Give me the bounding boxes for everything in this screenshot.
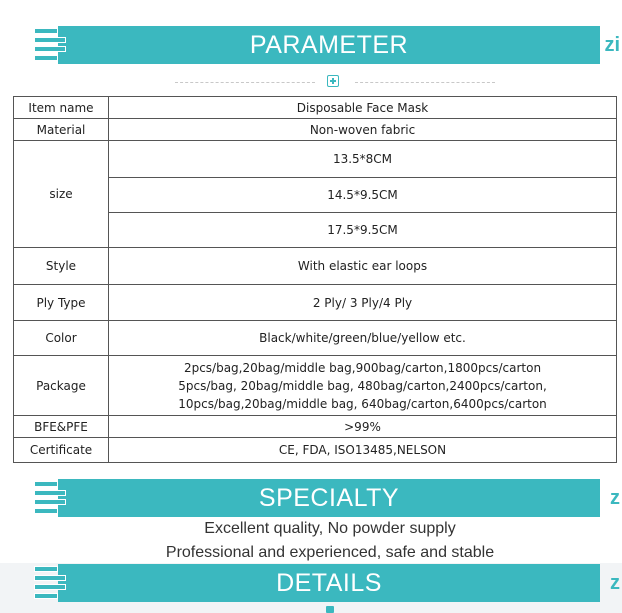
details-edge-mark: z: [610, 571, 620, 594]
row-value: >99%: [109, 416, 617, 438]
row-label: Certificate: [14, 438, 109, 463]
divider-dash-left: [175, 82, 315, 83]
row-label: Ply Type: [14, 285, 109, 321]
parameter-title: PARAMETER: [249, 30, 409, 59]
row-label: Material: [14, 119, 109, 141]
specialty-line-2: Professional and experienced, safe and stable: [165, 544, 495, 561]
table-row-item-name: [14, 97, 617, 119]
row-label: Package: [14, 356, 109, 416]
row-label: Color: [14, 321, 109, 356]
specialty-edge-mark: z: [610, 486, 620, 509]
row-value: 17.5*9.5CM: [109, 213, 617, 248]
table-row-ply-type: [14, 285, 617, 321]
row-label: BFE&PFE: [14, 416, 109, 438]
divider-dash-right: [355, 82, 495, 83]
row-value: 14.5*9.5CM: [109, 178, 617, 213]
row-label: Style: [14, 248, 109, 285]
row-value: 13.5*8CM: [109, 141, 617, 178]
table-row-package: [14, 356, 617, 416]
table-row-material: [14, 119, 617, 141]
medical-kit-icon: [327, 75, 339, 87]
row-value: With elastic ear loops: [109, 248, 617, 285]
specialty-banner: [0, 479, 622, 517]
row-value: [109, 356, 617, 416]
row-value: Black/white/green/blue/yellow etc.: [109, 321, 617, 356]
row-value: Disposable Face Mask: [109, 97, 617, 119]
section-divider: [175, 72, 495, 92]
table-row-bfe-pfe: [14, 416, 617, 438]
row-label: Item name: [14, 97, 109, 119]
row-value: CE, FDA, ISO13485,NELSON: [109, 438, 617, 463]
row-label: size: [14, 141, 109, 248]
row-value: Non-woven fabric: [109, 119, 617, 141]
parameter-edge-mark: zi: [604, 33, 620, 56]
parameter-banner: [0, 26, 622, 64]
package-line: 5pcs/bag, 20bag/middle bag, 480bag/carton,2400pcs/carton,: [178, 378, 547, 393]
table-row-size: [14, 141, 617, 178]
package-line: 10pcs/bag,20bag/middle bag, 640bag/carton,6400pcs/carton: [178, 396, 547, 411]
details-banner: [0, 564, 622, 602]
table-row-color: [14, 321, 617, 356]
package-line: 2pcs/bag,20bag/middle bag,900bag/carton,1800pcs/carton: [183, 360, 542, 375]
row-value: 2 Ply/ 3 Ply/4 Ply: [109, 285, 617, 321]
details-title: DETAILS: [276, 568, 382, 597]
medical-kit-icon: [326, 606, 334, 613]
table-row-style: [14, 248, 617, 285]
table-row-certificate: [14, 438, 617, 463]
specialty-line-1: Excellent quality, No powder supply: [204, 520, 456, 537]
parameter-table: [13, 96, 617, 463]
specialty-title: SPECIALTY: [258, 483, 400, 512]
